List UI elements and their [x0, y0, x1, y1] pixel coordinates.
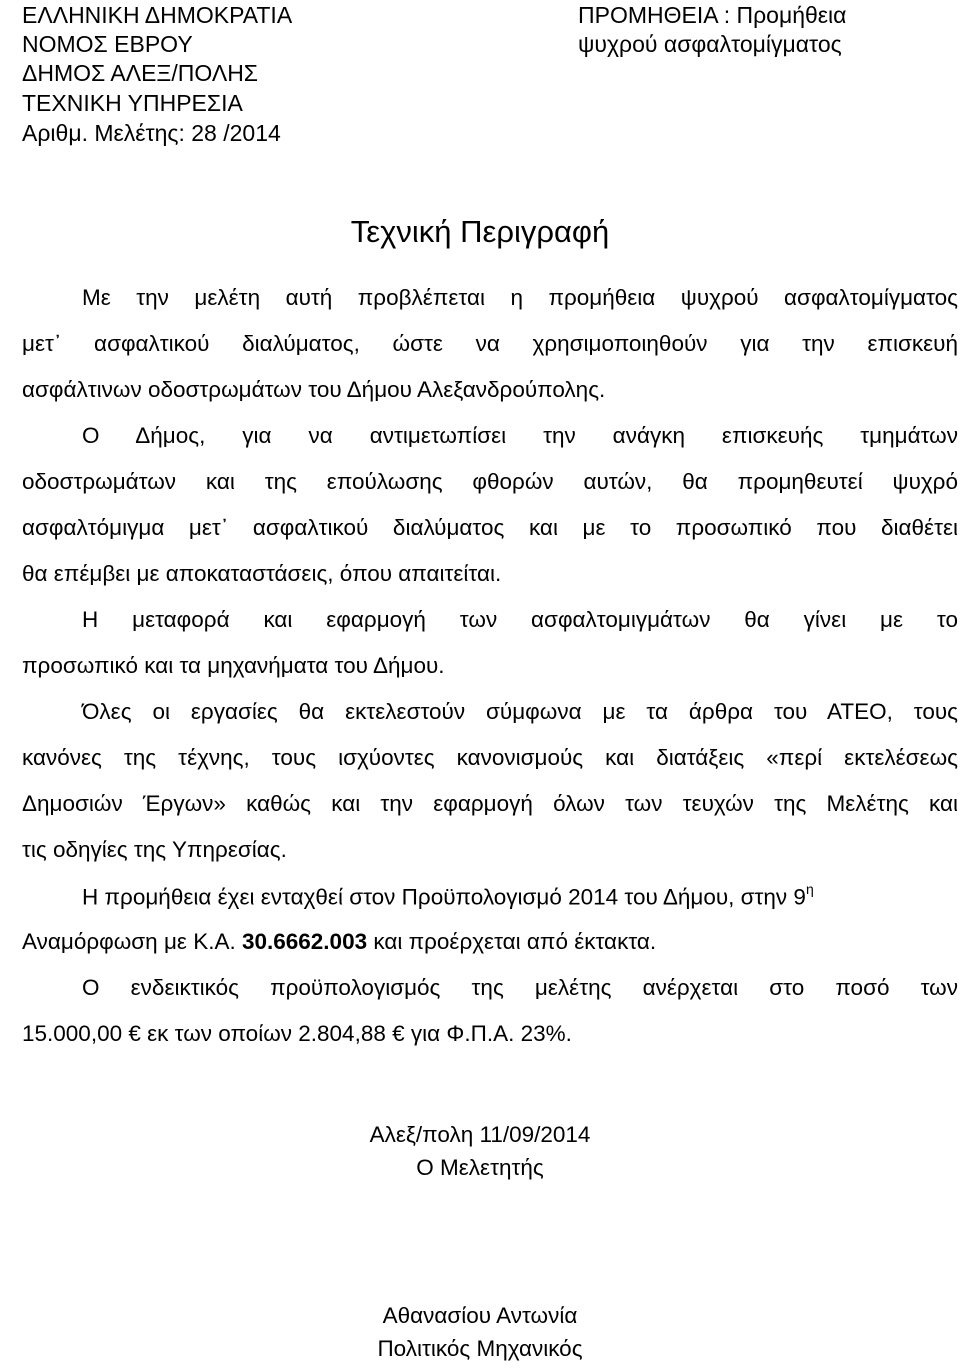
para5-line2-post: και προέρχεται από έκτακτα.	[367, 929, 657, 954]
para5-line2-pre: Αναμόρφωση με Κ.Α.	[22, 929, 242, 954]
para2-line2: οδοστρωμάτων και της επούλωσης φθορών αυτών, θα προμηθευτεί ψυχρό	[22, 469, 958, 494]
para3-line1: Η μεταφορά και εφαρμογή των ασφαλτομιγμάτων θα γίνει με το	[82, 607, 958, 632]
para6-line1: Ο ενδεικτικός προϋπολογισμός της μελέτης ανέρχεται στο ποσό των	[82, 975, 958, 1000]
signature-role: Ο Μελετητής	[416, 1155, 544, 1180]
para5-line1-superscript: η	[805, 881, 814, 897]
page-title: Τεχνική Περιγραφή	[350, 214, 610, 249]
para2-line3: ασφαλτόμιγμα μετ᾽ ασφαλτικού διαλύματος και με το προσωπικό που διαθέτει	[22, 515, 958, 540]
header-technical-service: ΤΕΧΝΙΚΗ ΥΠΗΡΕΣΙΑ	[22, 90, 243, 116]
para4-line2: κανόνες της τέχνης, τους ισχύοντες κανονισμούς και διατάξεις «περί εκτελέσεως	[22, 745, 958, 770]
para1-line3: ασφάλτινων οδοστρωμάτων του Δήμου Αλεξανδρούπολης.	[22, 377, 606, 402]
para4-line4: τις οδηγίες της Υπηρεσίας.	[22, 837, 287, 862]
para3-line2: προσωπικό και τα μηχανήματα του Δήμου.	[22, 653, 445, 678]
para4-line1: Όλες οι εργασίες θα εκτελεστούν σύμφωνα με τα άρθρα του ΑΤΕΟ, τους	[82, 699, 958, 724]
header-municipality: ΔΗΜΟΣ ΑΛΕΞ/ΠΟΛΗΣ	[22, 60, 259, 86]
header-study-number: Αριθμ. Μελέτης: 28 /2014	[22, 120, 281, 146]
para5-line2	[22, 929, 656, 955]
header-procurement-label: ΠΡΟΜΗΘΕΙΑ : Προμήθεια	[578, 2, 847, 28]
para1-line2: μετ᾽ ασφαλτικού διαλύματος, ώστε να χρησιμοποιηθούν για την επισκευή	[22, 331, 958, 356]
para2-line1: Ο Δήμος, για να αντιμετωπίσει την ανάγκη επισκευής τμημάτων	[82, 423, 958, 448]
header-procurement-subject: ψυχρού ασφαλτομίγματος	[578, 31, 842, 57]
para5-line1	[82, 883, 814, 911]
para1-line1: Με την μελέτη αυτή προβλέπεται η προμήθεια ψυχρού ασφαλτομίγματος	[82, 285, 958, 310]
para5-line1-text: Η προμήθεια έχει ενταχθεί στον Προϋπολογισμό 2014 του Δήμου, στην 9	[82, 884, 806, 910]
header-prefecture: ΝΟΜΟΣ ΕΒΡΟΥ	[22, 31, 193, 57]
signature-title: Πολιτικός Μηχανικός	[377, 1336, 583, 1361]
header-republic: ΕΛΛΗΝΙΚΗ ΔΗΜΟΚΡΑΤΙΑ	[22, 2, 293, 28]
signature-place-date: Αλεξ/πολη 11/09/2014	[369, 1122, 591, 1147]
para6-line2: 15.000,00 € εκ των οποίων 2.804,88 € για Φ.Π.Α. 23%.	[22, 1021, 572, 1046]
budget-code: 30.6662.003	[241, 929, 368, 954]
signature-name: Αθανασίου Αντωνία	[382, 1303, 578, 1328]
para2-line4: θα επέμβει με αποκαταστάσεις, όπου απαιτείται.	[22, 561, 502, 586]
para4-line3: Δημοσιών Έργων» καθώς και την εφαρμογή όλων των τευχών της Μελέτης και	[22, 791, 958, 816]
